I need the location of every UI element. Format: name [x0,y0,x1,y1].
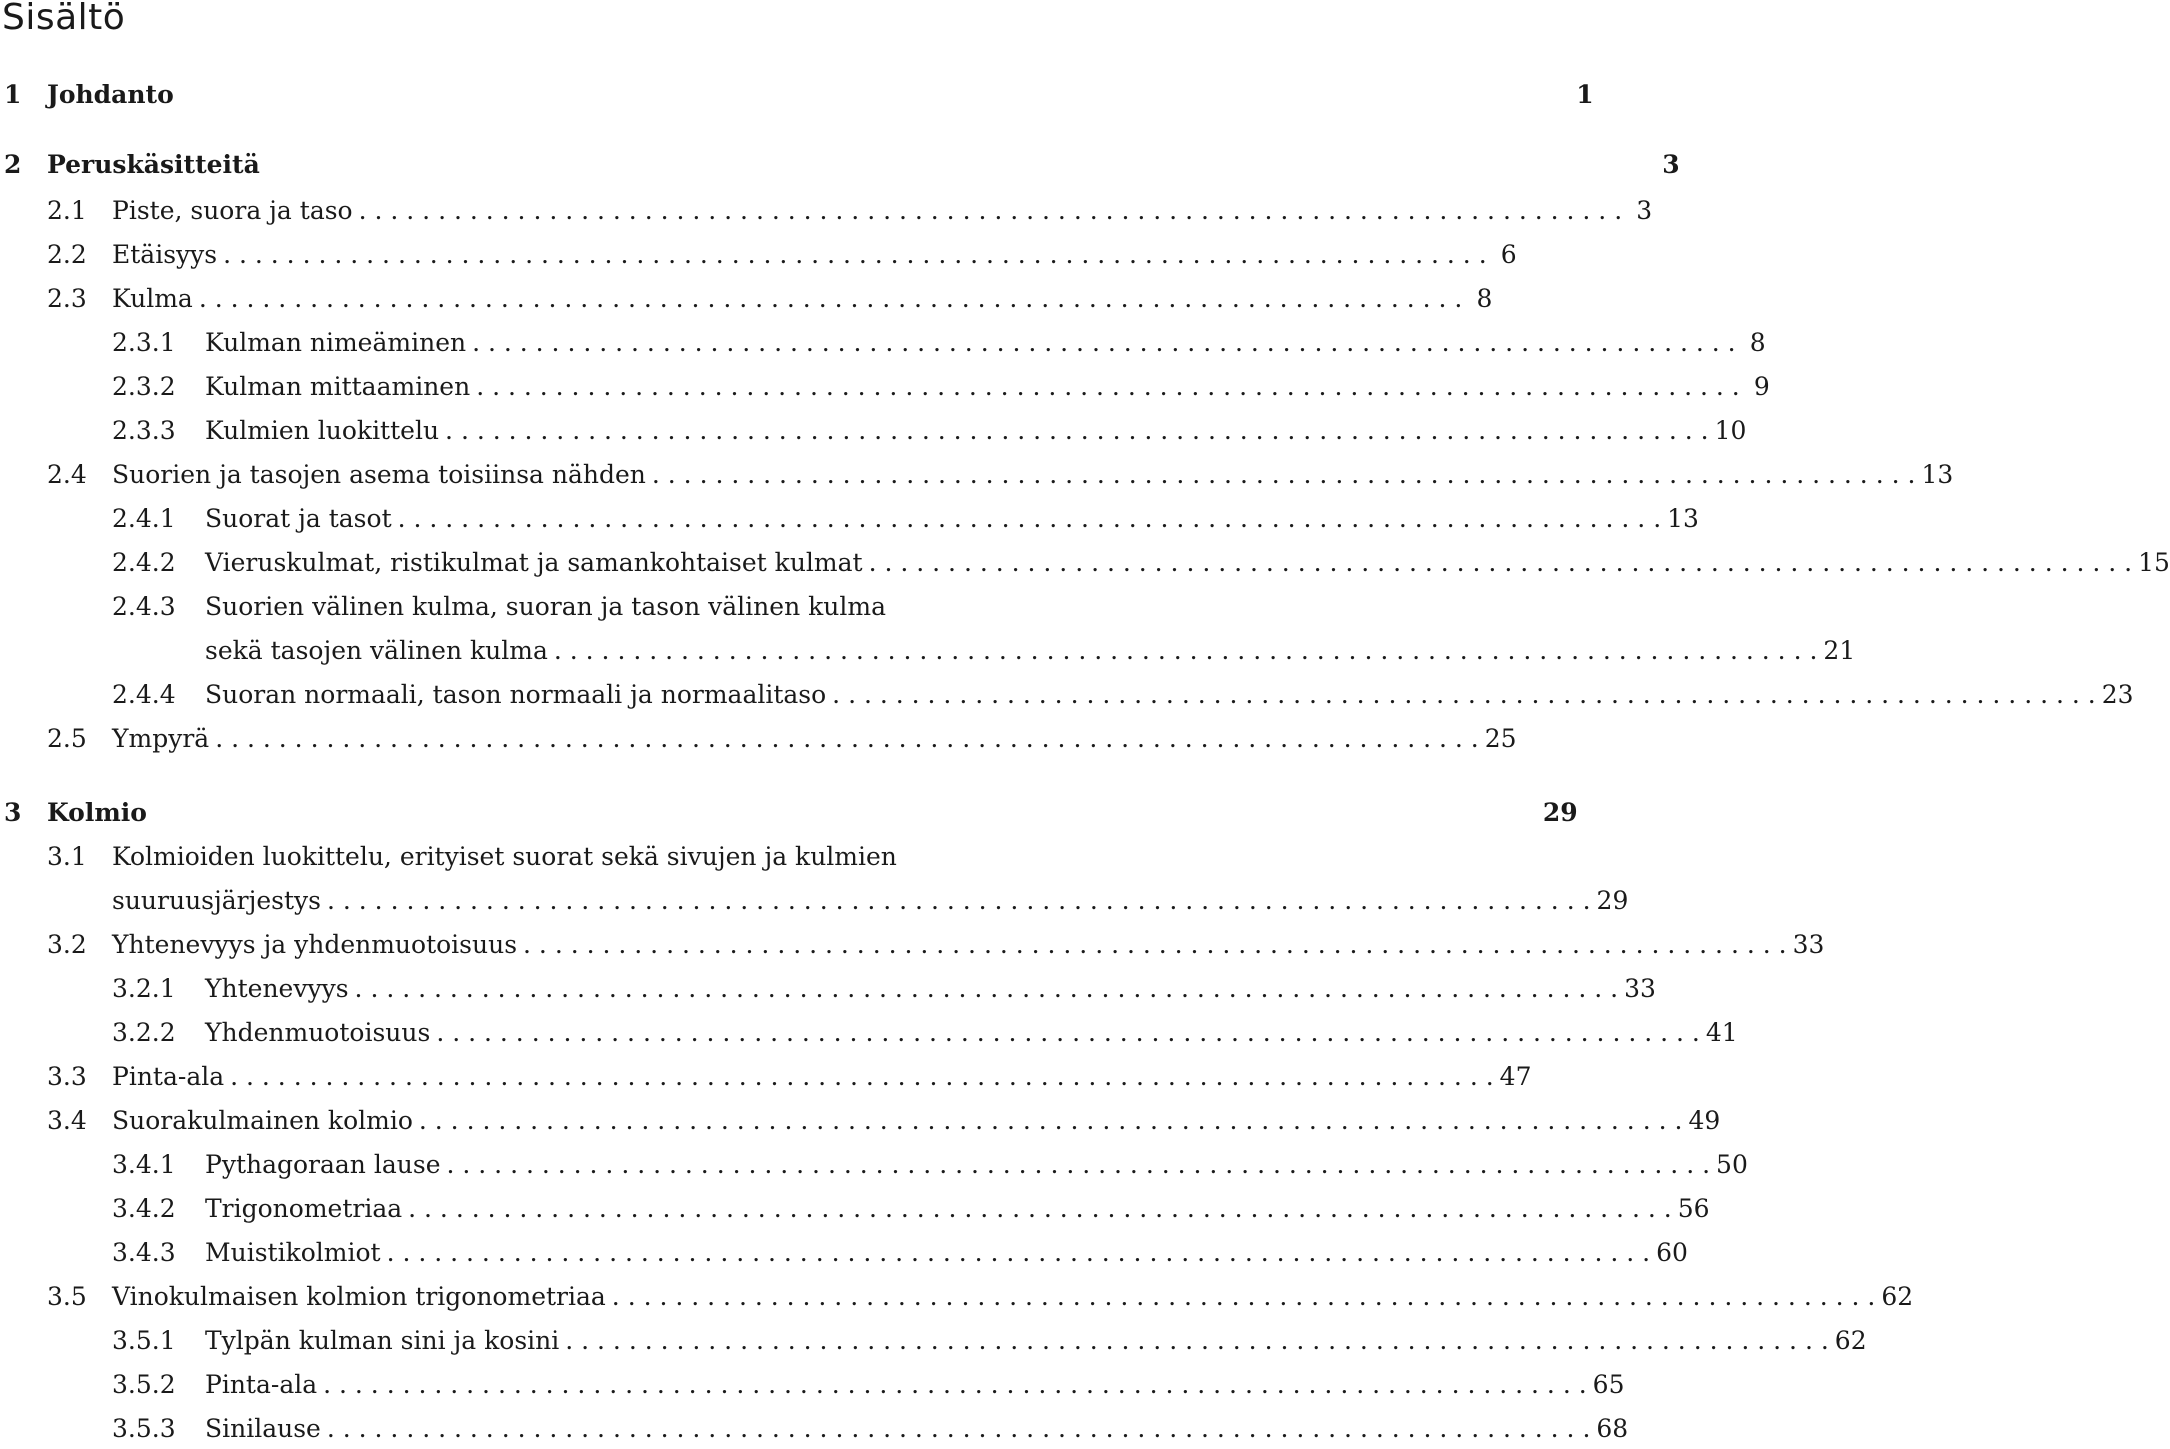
toc-entry-title: Kolmio [47,798,147,827]
toc-entry-number: 3.4.2 [112,1194,176,1223]
dot-leader: . . . . . . . . . . . . . . . . . . . . . . . . . . . . . . . . . . . . . . . . . . . . . . . . . . . . . . . . . . . . . . . . . . . . . . . . . . . . . . . . [408,1194,1672,1223]
toc-entry-page-number: 8 [1749,328,1766,357]
toc-entry-title: Sinilause [205,1414,321,1443]
toc-chapter-entry[interactable] [0,793,1578,833]
dot-leader: . . . . . . . . . . . . . . . . . . . . . . . . . . . . . . . . . . . . . . . . . . . . . . . . . . . . . . . . . . . . . . . . . . . . . . . . . . . . . . . . [198,284,1463,313]
toc-entry-number: 2.4.2 [112,548,176,577]
dot-leader: . . . . . . . . . . . . . . . . . . . . . . . . . . . . . . . . . . . . . . . . . . . . . . . . . . . . . . . . . . . . . . . . . . . . . . . . . . . . . . . . [611,1282,1876,1311]
toc-entry-page-number: 49 [1688,1106,1721,1135]
toc-entry-page-number: 13 [1667,504,1699,533]
toc-entry-page-number: 6 [1500,240,1517,269]
dot-leader: . . . . . . . . . . . . . . . . . . . . . . . . . . . . . . . . . . . . . . . . . . . . . . . . . . . . . . . . . . . . . . . . . . . . . . . . . . . . . . . . [436,1018,1700,1047]
toc-entry-number: 2.3 [47,284,87,313]
dot-leader: . . . . . . . . . . . . . . . . . . . . . . . . . . . . . . . . . . . . . . . . . . . . . . . . . . . . . . . . . . . . . . . . . . . . . . . . . . . . . . . . [326,1414,1591,1443]
toc-entry-page-number: 33 [1624,974,1656,1003]
toc-entry[interactable] [0,367,1770,407]
toc-entry-page-number: 10 [1714,416,1747,445]
toc-entry-page-number: 41 [1705,1018,1738,1047]
toc-entry[interactable] [0,1101,1721,1141]
toc-entry-title: Trigonometriaa [205,1194,403,1223]
toc-entry-title: sekä tasojen välinen kulma [205,636,548,665]
dot-leader: . . . . . . . . . . . . . . . . . . . . . . . . . . . . . . . . . . . . . . . . . . . . . . . . . . . . . . . . . . . . . . . . . . . . . . . . . . . . . . . . [418,1106,1683,1135]
toc-entry[interactable] [0,1057,1532,1097]
toc-entry[interactable] [0,675,2134,715]
toc-entry[interactable] [0,455,1954,495]
toc-entry-page-number: 3 [1636,196,1653,225]
toc-entry-number: 2.3.1 [112,328,176,357]
toc-entry-page-number: 9 [1753,372,1770,401]
toc-entry-title: Peruskäsitteitä [47,150,260,179]
toc-entry[interactable] [0,969,1656,1009]
toc-entry-number: 2.4.4 [112,680,176,709]
toc-entry[interactable] [0,411,1747,451]
toc-entry-title: Kulman nimeäminen [205,328,467,357]
toc-entry[interactable] [0,1145,1748,1185]
toc-entry-page-number: 68 [1596,1414,1629,1443]
toc-entry-number: 1 [4,80,22,109]
toc-entry-title: Tylpän kulman sini ja kosini [205,1326,560,1355]
toc-entry-title: Kulmien luokittelu [205,416,440,445]
dot-leader: . . . . . . . . . . . . . . . . . . . . . . . . . . . . . . . . . . . . . . . . . . . . . . . . . . . . . . . . . . . . . . . . . . . . . . . . . . . . . . . . [565,1326,1829,1355]
toc-entry-page-number: 60 [1656,1238,1688,1267]
toc-entry[interactable] [0,1277,1914,1317]
toc-entry-title: Pinta-ala [205,1370,318,1399]
dot-leader: . . . . . . . . . . . . . . . . . . . . . . . . . . . . . . . . . . . . . . . . . . . . . . . . . . . . . . . . . . . . . . . . . . . . . . . . . . . . . . . . [523,930,1787,959]
dot-leader: . . . . . . . . . . . . . . . . . . . . . . . . . . . . . . . . . . . . . . . . . . . . . . . . . . . . . . . . . . . . . . . . . . . . . . . . . . . . . . . . [651,460,1916,489]
toc-entry-page-number: 15 [2138,548,2170,577]
toc-entry[interactable] [0,925,1825,965]
dot-leader: . . . . . . . . . . . . . . . . . . . . . . . . . . . . . . . . . . . . . . . . . . . . . . . . . . . . . . . . . . . . . . . . . . . . . . . . . . . . . . . . [397,504,1662,533]
dot-leader: . . . . . . . . . . . . . . . . . . . . . . . . . . . . . . . . . . . . . . . . . . . . . . . . . . . . . . . . . . . . . . . . . . . . . . . . . . . . . . . . [223,240,1487,269]
toc-entry-title: Muistikolmiot [205,1238,381,1267]
toc-entry-title: Suorakulmainen kolmio [112,1106,413,1135]
dot-leader: . . . . . . . . . . . . . . . . . . . . . . . . . . . . . . . . . . . . . . . . . . . . . . . . . . . . . . . . . . . . . . . . . . . . . . . . . . . . . . . . [553,636,1818,665]
toc-entry[interactable] [0,543,2170,583]
dot-leader: . . . . . . . . . . . . . . . . . . . . . . . . . . . . . . . . . . . . . . . . . . . . . . . . . . . . . . . . . . . . . . . . . . . . . . . . . . . . . . . . [476,372,1740,401]
toc-entry-title: Kulma [112,284,193,313]
toc-entry-title: Piste, suora ja taso [112,196,353,225]
toc-entry-page-number: 29 [1542,798,1578,827]
toc-entry-title: Yhdenmuotoisuus [205,1018,431,1047]
toc-entry-number: 2.5 [47,724,87,753]
toc-entry-page-number: 8 [1476,284,1493,313]
dot-leader: . . . . . . . . . . . . . . . . . . . . . . . . . . . . . . . . . . . . . . . . . . . . . . . . . . . . . . . . . . . . . . . . . . . . . . . . . . . . . . . . [868,548,2133,577]
page-title: Sisältö [2,0,126,38]
toc-entry-number: 3.2 [47,930,87,959]
toc-entry-title: Kolmioiden luokittelu, erityiset suorat sekä sivujen ja kulmien [112,842,897,871]
toc-entry[interactable] [0,1365,1625,1405]
toc-entry-page-number: 33 [1792,930,1825,959]
toc-entry-number: 2.4 [47,460,87,489]
dot-leader: . . . . . . . . . . . . . . . . . . . . . . . . . . . . . . . . . . . . . . . . . . . . . . . . . . . . . . . . . . . . . . . . . . . . . . . . . . . . . . . . [446,1150,1711,1179]
toc-entry-number: 3.5.1 [112,1326,176,1355]
dot-leader: . . . . . . . . . . . . . . . . . . . . . . . . . . . . . . . . . . . . . . . . . . . . . . . . . . . . . . . . . . . . . . . . . . . . . . . . . . . . . . . . [327,886,1591,915]
toc-entry-title: Yhtenevyys ja yhdenmuotoisuus [112,930,518,959]
toc-entry-title: Suorien ja tasojen asema toisiinsa nähden [112,460,646,489]
dot-leader: . . . . . . . . . . . . . . . . . . . . . . . . . . . . . . . . . . . . . . . . . . . . . . . . . . . . . . . . . . . . . . . . . . . . . . . . . . . . . . . . [832,680,2096,709]
toc-entry-number: 3.5.2 [112,1370,176,1399]
toc-entry-title: Suorien välinen kulma, suoran ja tason välinen kulma [205,592,886,621]
toc-entry-number: 3.5.3 [112,1414,176,1443]
toc-entry-number: 3.4 [47,1106,87,1135]
toc-entry-number: 2.4.3 [112,592,176,621]
toc-entry[interactable] [0,881,1629,921]
dot-leader: . . . . . . . . . . . . . . . . . . . . . . . . . . . . . . . . . . . . . . . . . . . . . . . . . . . . . . . . . . . . . . . . . . . . . . . . . . . . . . . . [230,1062,1494,1091]
toc-entry-number: 2.1 [47,196,87,225]
toc-entry-number: 3.5 [47,1282,87,1311]
toc-entry-page-number: 25 [1484,724,1517,753]
toc-entry-page-number: 47 [1499,1062,1532,1091]
toc-entry-title: Yhtenevyys [205,974,349,1003]
toc-entry[interactable] [0,1409,1629,1449]
toc-entry[interactable] [0,1233,1688,1273]
toc-entry-title: Ympyrä [112,724,210,753]
dot-leader: . . . . . . . . . . . . . . . . . . . . . . . . . . . . . . . . . . . . . . . . . . . . . . . . . . . . . . . . . . . . . . . . . . . . . . . . . . . . . . . . [215,724,1479,753]
toc-entry-page-number: 62 [1834,1326,1867,1355]
toc-entry[interactable] [0,323,1766,363]
toc-entry[interactable] [0,719,1517,759]
dot-leader: . . . . . . . . . . . . . . . . . . . . . . . . . . . . . . . . . . . . . . . . . . . . . . . . . . . . . . . . . . . . . . . . . . . . . . . . . . . . . . . . [445,416,1709,445]
dot-leader: . . . . . . . . . . . . . . . . . . . . . . . . . . . . . . . . . . . . . . . . . . . . . . . . . . . . . . . . . . . . . . . . . . . . . . . . . . . . . . . . [358,196,1623,225]
toc-entry[interactable] [0,631,1856,671]
toc-entry-page-number: 3 [1662,150,1680,179]
toc-entry-number: 3.4.3 [112,1238,176,1267]
toc-entry-number: 2.3.2 [112,372,176,401]
toc-entry-number: 3 [4,798,22,827]
toc-entry[interactable] [0,235,1517,275]
dot-leader: . . . . . . . . . . . . . . . . . . . . . . . . . . . . . . . . . . . . . . . . . . . . . . . . . . . . . . . . . . . . . . . . . . . . . . . . . . . . . . . . [386,1238,1651,1267]
toc-entry-title: Kulman mittaaminen [205,372,471,401]
toc-entry[interactable] [0,1321,1867,1361]
dot-leader: . . . . . . . . . . . . . . . . . . . . . . . . . . . . . . . . . . . . . . . . . . . . . . . . . . . . . . . . . . . . . . . . . . . . . . . . . . . . . . . . [472,328,1736,357]
toc-entry-page-number: 29 [1596,886,1629,915]
toc-entry[interactable] [0,837,960,877]
dot-leader: . . . . . . . . . . . . . . . . . . . . . . . . . . . . . . . . . . . . . . . . . . . . . . . . . . . . . . . . . . . . . . . . . . . . . . . . . . . . . . . . [354,974,1619,1003]
toc-entry-page-number: 62 [1881,1282,1914,1311]
toc-entry[interactable] [0,499,1699,539]
toc-chapter-entry[interactable] [0,145,1680,185]
toc-entry-page-number: 23 [2101,680,2134,709]
toc-entry-page-number: 65 [1592,1370,1625,1399]
toc-entry-number: 2.2 [47,240,87,269]
toc-entry-number: 3.1 [47,842,87,871]
toc-entry-title: Pythagoraan lause [205,1150,441,1179]
toc-entry-page-number: 50 [1716,1150,1748,1179]
toc-entry-number: 2.3.3 [112,416,176,445]
toc-entry-title: Vinokulmaisen kolmion trigonometriaa [112,1282,606,1311]
toc-entry-title: Pinta-ala [112,1062,225,1091]
dot-leader: . . . . . . . . . . . . . . . . . . . . . . . . . . . . . . . . . . . . . . . . . . . . . . . . . . . . . . . . . . . . . . . . . . . . . . . . . . . . . . . . [323,1370,1587,1399]
toc-entry-title: Suoran normaali, tason normaali ja normaalitaso [205,680,827,709]
toc-entry-number: 3.3 [47,1062,87,1091]
toc-entry-page-number: 21 [1823,636,1856,665]
toc-entry-title: suuruusjärjestys [112,886,321,915]
toc-entry[interactable] [0,191,1653,231]
toc-entry[interactable] [0,1189,1710,1229]
toc-entry-number: 3.2.1 [112,974,176,1003]
toc-chapter-entry[interactable] [0,75,1594,115]
toc-entry[interactable] [0,587,960,627]
toc-entry-page-number: 13 [1921,460,1954,489]
toc-entry-number: 2 [4,150,22,179]
toc-entry-title: Etäisyys [112,240,218,269]
toc-entry[interactable] [0,1013,1738,1053]
toc-entry-number: 3.4.1 [112,1150,176,1179]
toc-entry-page-number: 56 [1677,1194,1710,1223]
toc-entry-number: 3.2.2 [112,1018,176,1047]
toc-entry-title: Johdanto [47,80,174,109]
toc-entry-page-number: 1 [1576,80,1594,109]
toc-entry-title: Suorat ja tasot [205,504,392,533]
toc-entry-title: Vieruskulmat, ristikulmat ja samankohtaiset kulmat [205,548,863,577]
toc-entry[interactable] [0,279,1493,319]
toc-entry-number: 2.4.1 [112,504,176,533]
